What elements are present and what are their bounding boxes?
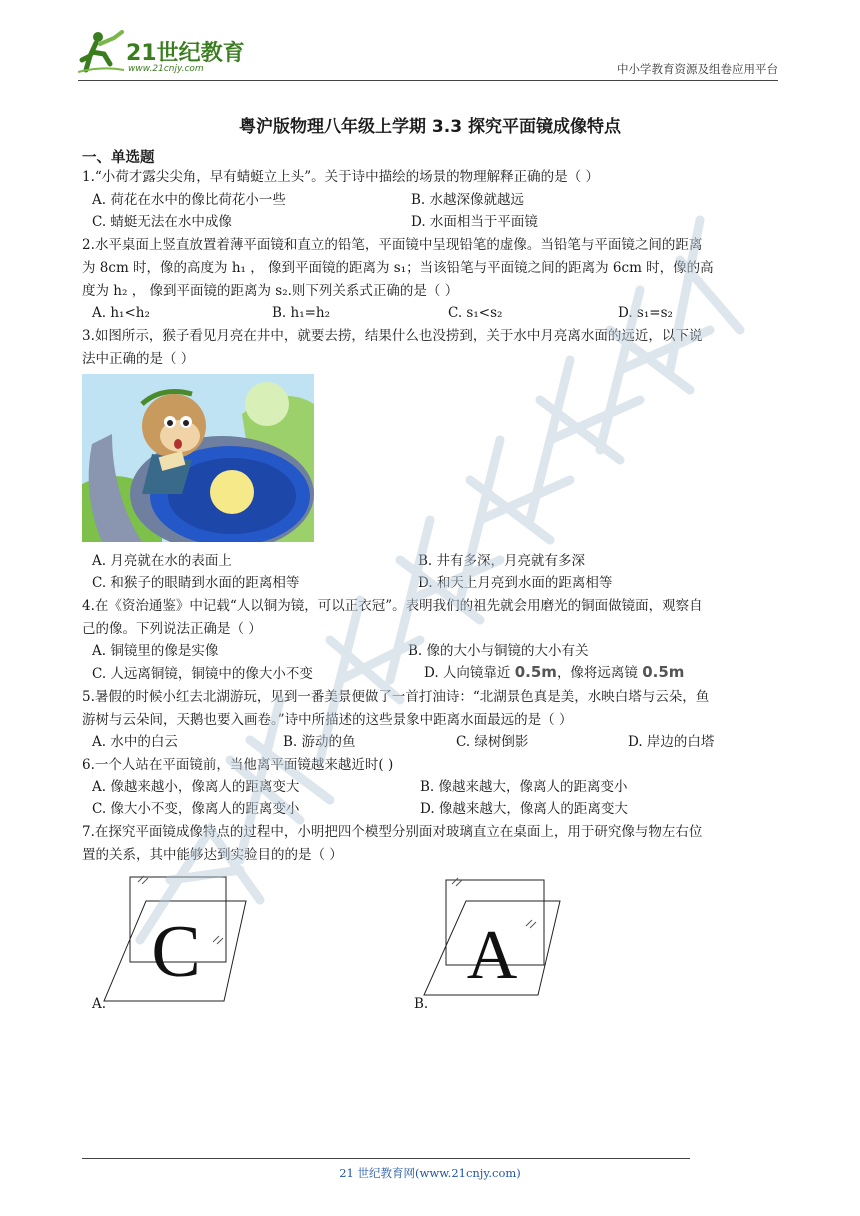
logo-text: 21世纪教育 <box>126 41 245 66</box>
page-header <box>78 30 778 82</box>
q6-stem: 6.一个人站在平面镜前，当他离平面镜越来越近时( ) <box>82 757 394 773</box>
q2-stem-line2: 为 8cm 时，像的高度为 h₁ ， 像到平面镜的距离为 s₁；当该铅笔与平面镜之间的距离为 6cm 时，像的高 <box>82 260 714 276</box>
q2-option-c[interactable]: C. s₁<s₂ <box>448 305 503 321</box>
q1-option-d[interactable]: D. 水面相当于平面镜 <box>411 214 538 230</box>
monkey-well-illustration <box>82 374 314 542</box>
q7-figure-a-label: A. <box>92 996 107 1012</box>
q2-option-d[interactable]: D. s₁=s₂ <box>618 305 673 321</box>
q3-option-a[interactable]: A. 月亮就在水的表面上 <box>92 553 232 569</box>
q6-option-a[interactable]: A. 像越来越小，像离人的距离变大 <box>92 779 300 795</box>
q4-stem-line2: 己的像。下列说法正确是（ ） <box>82 621 262 637</box>
q6-option-d[interactable]: D. 像越来越大，像离人的距离变大 <box>420 801 628 817</box>
q1-stem: 1.“小荷才露尖尖角，早有蜻蜓立上头”。关于诗中描绘的场景的物理解释正确的是（ ） <box>82 169 599 185</box>
q7-figure-a-letter: C <box>151 911 201 993</box>
q2-stem-line3: 度为 h₂ ， 像到平面镜的距离为 s₂.则下列关系式正确的是（ ） <box>82 283 459 299</box>
q6-option-c[interactable]: C. 像大小不变，像离人的距离变小 <box>92 801 300 817</box>
q2-option-b[interactable]: B. h₁=h₂ <box>272 305 331 321</box>
footer-text[interactable]: 21 世纪教育网(www.21cnjy.com) <box>339 1166 521 1180</box>
q3-stem-line2: 法中正确的是（ ） <box>82 351 195 367</box>
q3-option-c[interactable]: C. 和猴子的眼睛到水面的距离相等 <box>92 575 300 591</box>
q4-option-d-text1: D. 人向镜靠近 <box>424 665 511 681</box>
q5-stem-line2: 游树与云朵间，天鹅也要入画卷。”诗中所描述的这些景象中距离水面最远的是（ ） <box>82 712 573 728</box>
q4-stem-line1: 4.在《资治通鉴》中记载“人以铜为镜，可以正衣冠”。表明我们的祖先就会用磨光的铜面做镜面，观察自 <box>82 598 703 614</box>
header-platform-text: 中小学教育资源及组卷应用平台 <box>617 62 778 76</box>
q4-option-c[interactable]: C. 人远离铜镜，铜镜中的像大小不变 <box>92 666 313 682</box>
q5-option-c[interactable]: C. 绿树倒影 <box>456 734 529 750</box>
q3-option-b[interactable]: B. 井有多深，月亮就有多深 <box>418 553 586 569</box>
logo <box>78 30 248 78</box>
q7-stem-line2: 置的关系，其中能够达到实验目的的是（ ） <box>82 847 343 863</box>
q3-option-d[interactable]: D. 和天上月亮到水面的距离相等 <box>418 575 613 591</box>
q2-option-a[interactable]: A. h₁<h₂ <box>92 305 150 321</box>
q5-option-b[interactable]: B. 游动的鱼 <box>283 734 356 750</box>
q4-option-d-text2: ，像将远离镜 <box>556 665 638 681</box>
page-title: 粤沪版物理八年级上学期 3.3 探究平面镜成像特点 <box>239 117 621 137</box>
header-divider <box>78 80 778 81</box>
q5-stem-line1: 5.暑假的时候小红去北湖游玩，见到一番美景便做了一首打油诗：“北湖景色真是美，水映白塔与云朵，鱼 <box>82 689 710 705</box>
q4-option-d[interactable] <box>424 663 684 682</box>
footer-divider <box>82 1158 690 1159</box>
q7-figure-b-letter: A <box>466 917 518 994</box>
q1-option-c[interactable]: C. 蜻蜓无法在水中成像 <box>92 214 232 230</box>
q4-option-d-value1: 0.5m <box>514 663 557 681</box>
section-heading: 一、单选题 <box>82 150 155 166</box>
logo-url: www.21cnjy.com <box>128 64 204 74</box>
q4-option-a[interactable]: A. 铜镜里的像是实像 <box>92 643 219 659</box>
q2-stem-line1: 2.水平桌面上竖直放置着薄平面镜和直立的铅笔，平面镜中呈现铅笔的虚像。当铅笔与平面镜之间的距离 <box>82 237 703 253</box>
q5-option-d[interactable]: D. 岸边的白塔 <box>628 734 715 750</box>
q7-stem-line1: 7.在探究平面镜成像特点的过程中，小明把四个模型分别面对玻璃直立在桌面上，用于研究像与物左右位 <box>82 824 703 840</box>
q1-option-a[interactable]: A. 荷花在水中的像比荷花小一些 <box>92 192 286 208</box>
q7-figure-a[interactable] <box>88 872 258 1017</box>
q7-figure-b[interactable] <box>410 872 580 1017</box>
q3-stem-line1: 3.如图所示，猴子看见月亮在井中，就要去捞，结果什么也没捞到，关于水中月亮离水面的远近，以下说 <box>82 328 703 344</box>
q7-figure-b-label: B. <box>414 996 429 1012</box>
q5-option-a[interactable]: A. 水中的白云 <box>92 734 178 750</box>
runner-logo-icon <box>78 30 126 74</box>
q6-option-b[interactable]: B. 像越来越大，像离人的距离变小 <box>420 779 628 795</box>
q4-option-d-value2: 0.5m <box>642 663 685 681</box>
q1-option-b[interactable]: B. 水越深像就越远 <box>411 192 525 208</box>
q4-option-b[interactable]: B. 像的大小与铜镜的大小有关 <box>408 643 589 659</box>
